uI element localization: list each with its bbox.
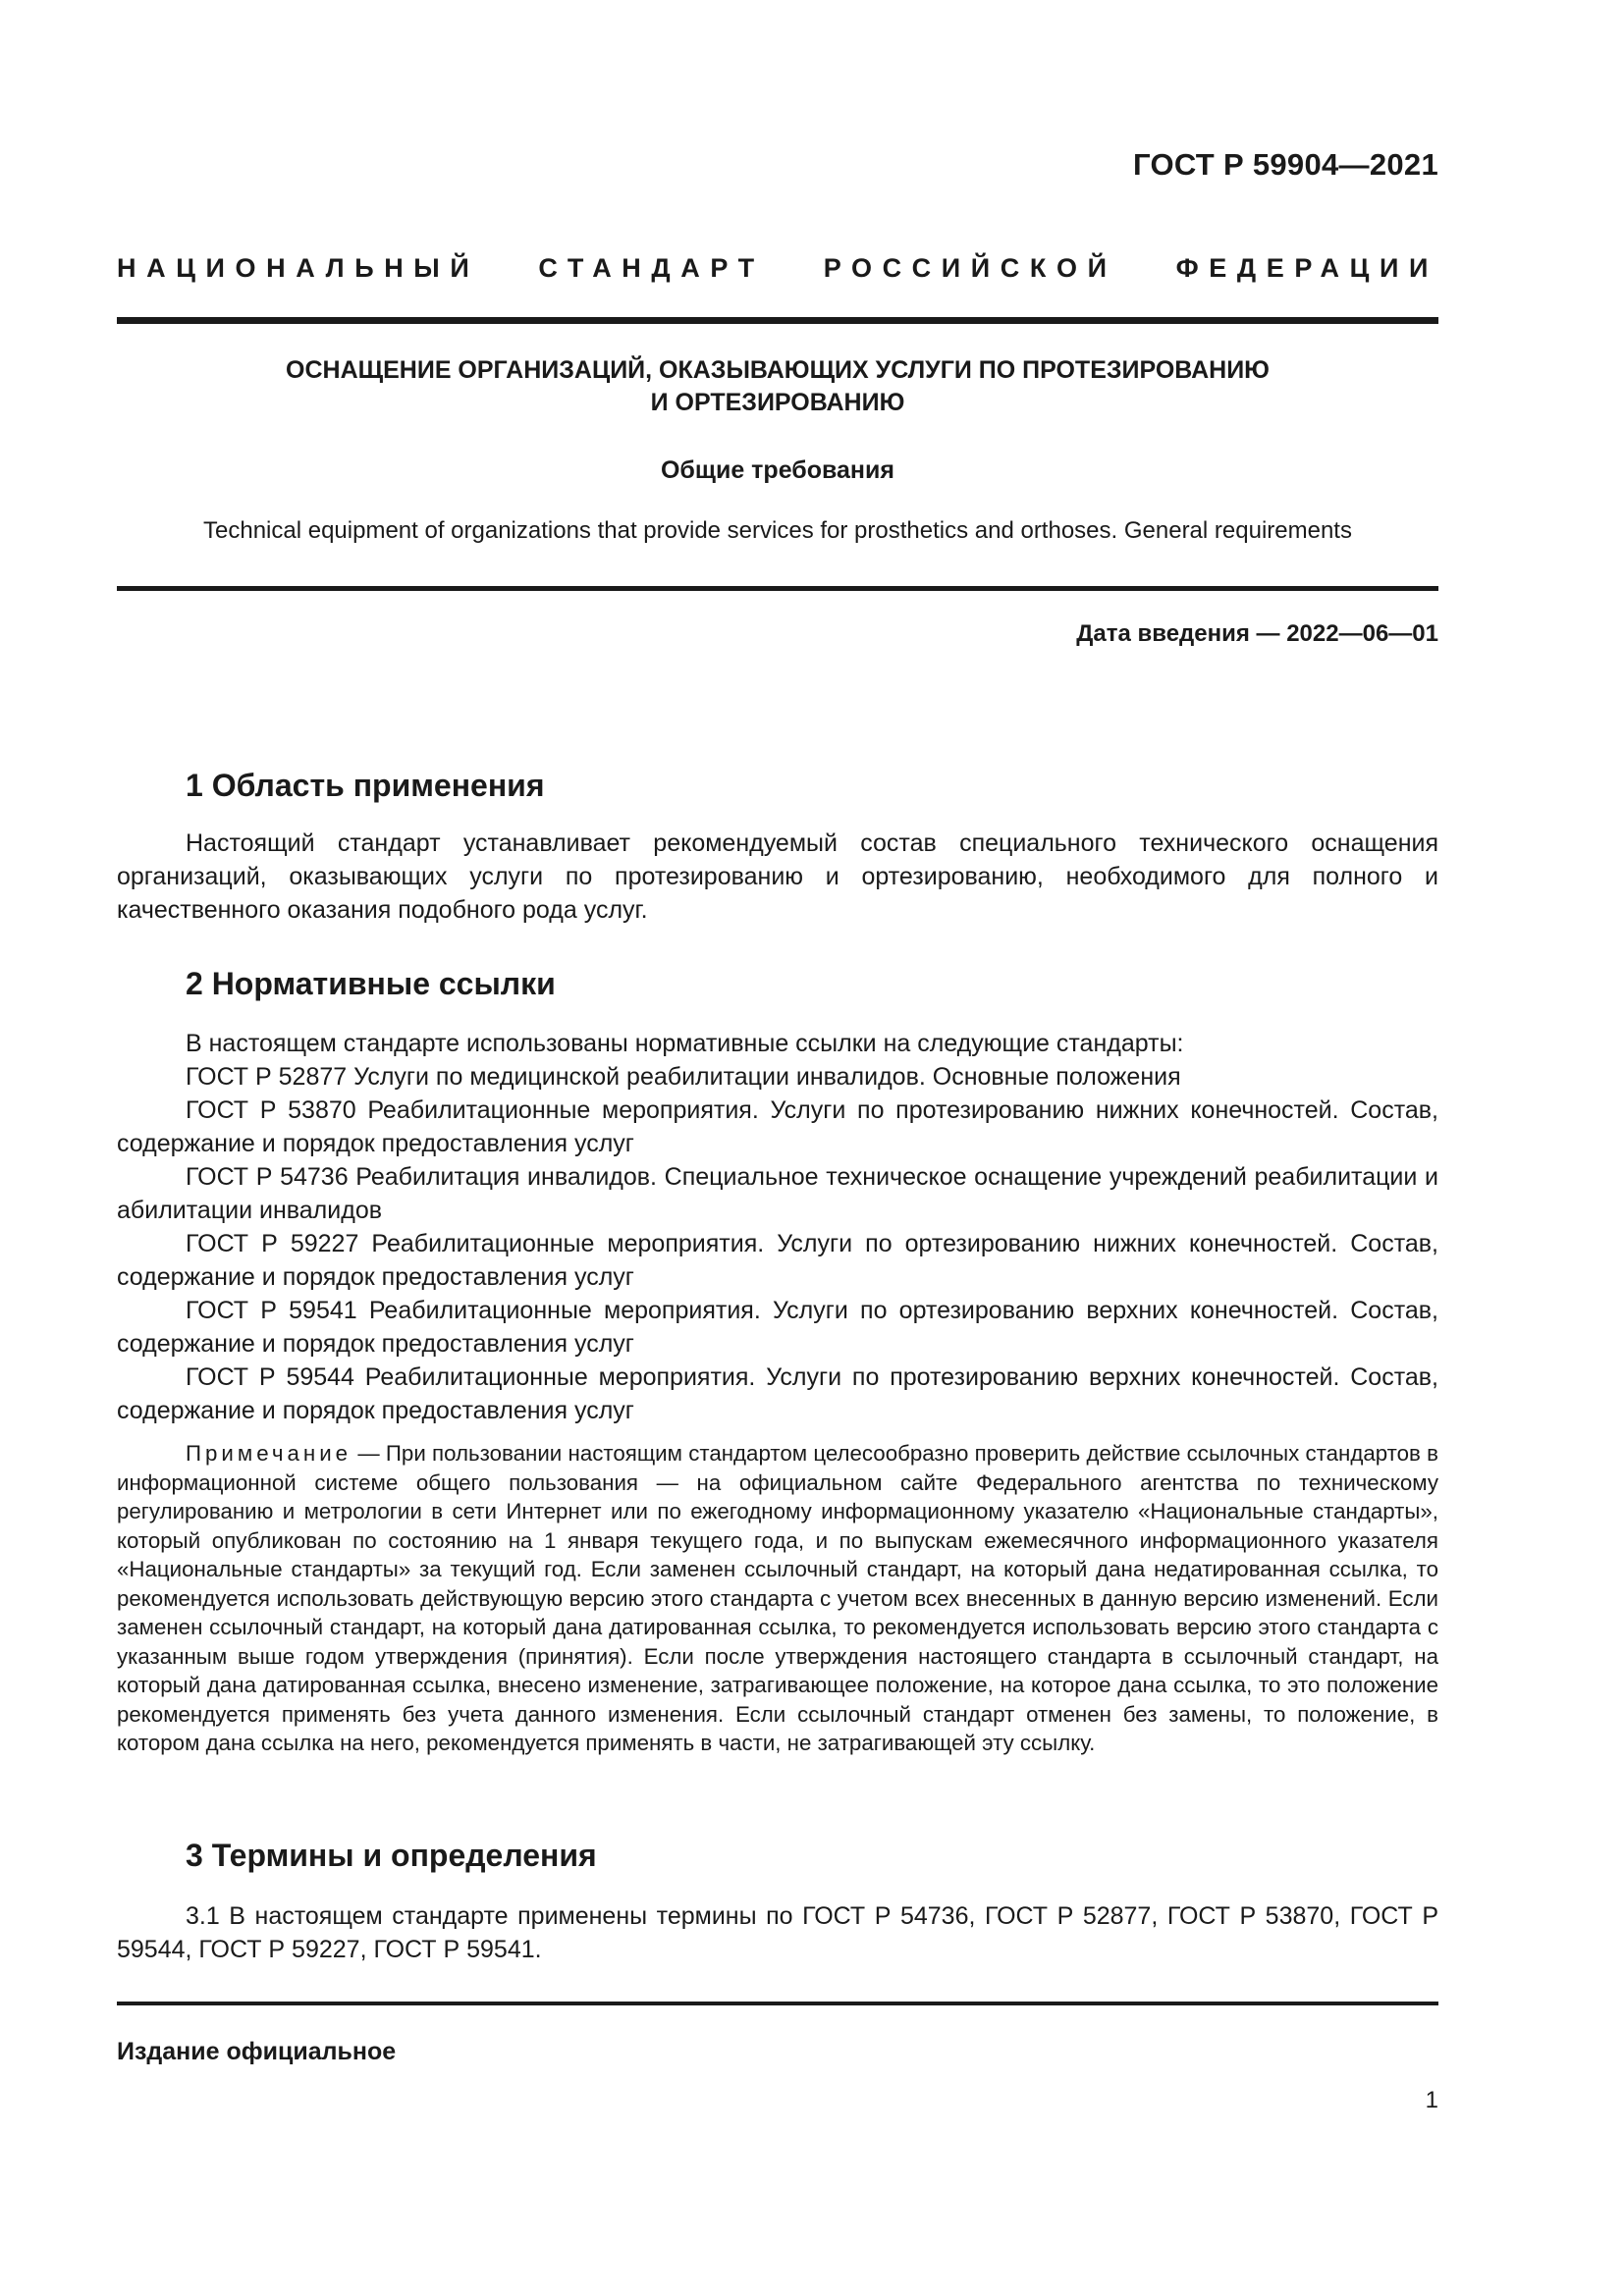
document-page [117,0,1438,2296]
reference-item: ГОСТ Р 59227 Реабилитационные мероприятия. Услуги по ортезированию нижних конечностей. Состав, содержание и порядок предоставления услуг [117,1230,1438,1291]
section-3-body [117,1899,1438,1966]
document-title [117,354,1438,419]
national-standard-text: НАЦИОНАЛЬНЫЙ СТАНДАРТ РОССИЙСКОЙ ФЕДЕРАЦИИ [117,253,1438,283]
title-line-2: И ОРТЕЗИРОВАНИЮ [650,389,905,416]
section-2-heading: 2 Нормативные ссылки [186,966,556,1001]
national-standard-banner [117,253,1438,284]
section-3-heading: 3 Термины и определения [186,1838,597,1873]
section-3-text: 3.1 В настоящем стандарте применены термины по ГОСТ Р 54736, ГОСТ Р 52877, ГОСТ Р 53870, ГОСТ Р 59544, ГОСТ Р 59227, ГОСТ Р 59541. [117,1902,1438,1963]
document-number: ГОСТ Р 59904—2021 [1133,147,1438,182]
bottom-rule [117,2002,1438,2005]
section-1-heading: 1 Область применения [186,768,545,803]
document-subtitle: Общие требования [660,456,894,484]
note-text: — При пользовании настоящим стандартом целесообразно проверить действие ссылочных стандартов в информационной системе общего пользования — на официальном сайте Федерального агентства по техническому регулированию и метрологии в сети Интернет или по ежегодному информационному указателю «Национальные стандарты», который опубликован по состоянию на 1 января текущего года, и по выпускам ежемесячного информационного указателя «Национальные стандарты» за текущий год. Если заменен ссылочный стандарт, на который дана недатированная ссылка, то рекомендуется использовать действующую версию этого стандарта с учетом всех внесенных в данную версию изменений. Если заменен ссылочный стандарт, на который дана датированная ссылка, то рекомендуется использовать версию этого стандарта с указанным выше годом утверждения (принятия). Если после утверждения настоящего стандарта в ссылочный стандарт, на который дана датированная ссылка, внесено изменение, затрагивающее положение, на которое дана ссылка, то это положение рекомендуется применять без учета данного изменения. Если ссылочный стандарт отменен без замены, то положение, в котором дана ссылка на него, рекомендуется применять в части, не затрагивающей эту ссылку. [117,1441,1438,1755]
section-2-note [117,1439,1438,1758]
top-rule [117,317,1438,324]
reference-item: ГОСТ Р 59544 Реабилитационные мероприятия. Услуги по протезированию верхних конечностей. Состав, содержание и порядок предоставления услуг [117,1363,1438,1424]
reference-item: ГОСТ Р 59541 Реабилитационные мероприятия. Услуги по ортезированию верхних конечностей. Состав, содержание и порядок предоставления услуг [117,1297,1438,1358]
page-number: 1 [1425,2087,1438,2113]
title-line-1: ОСНАЩЕНИЕ ОРГАНИЗАЦИЙ, ОКАЗЫВАЮЩИХ УСЛУГИ ПО ПРОТЕЗИРОВАНИЮ [286,356,1270,384]
reference-item: ГОСТ Р 52877 Услуги по медицинской реабилитации инвалидов. Основные положения [186,1063,1181,1091]
reference-item: ГОСТ Р 54736 Реабилитация инвалидов. Специальное техническое оснащение учреждений реабилитации и абилитации инвалидов [117,1163,1438,1224]
english-title: Technical equipment of organizations that provide services for prosthetics and orthoses. General requirements [203,517,1352,544]
note-label: Примечание [186,1441,352,1466]
section-2-body [117,1027,1438,1427]
section-1-body [117,827,1438,927]
section-2-intro: В настоящем стандарте использованы нормативные ссылки на следующие стандарты: [186,1030,1184,1057]
section-1-text: Настоящий стандарт устанавливает рекомендуемый состав специального технического оснащения организаций, оказывающих услуги по протезированию и ортезированию, необходимого для полного и качественного оказания подобного рода услуг. [117,829,1438,924]
official-edition-label: Издание официальное [117,2038,397,2065]
reference-item: ГОСТ Р 53870 Реабилитационные мероприятия. Услуги по протезированию нижних конечностей. Состав, содержание и порядок предоставления услуг [117,1096,1438,1157]
note-paragraph [117,1439,1438,1758]
middle-rule [117,586,1438,591]
introduction-date: Дата введения — 2022—06—01 [1076,620,1438,647]
